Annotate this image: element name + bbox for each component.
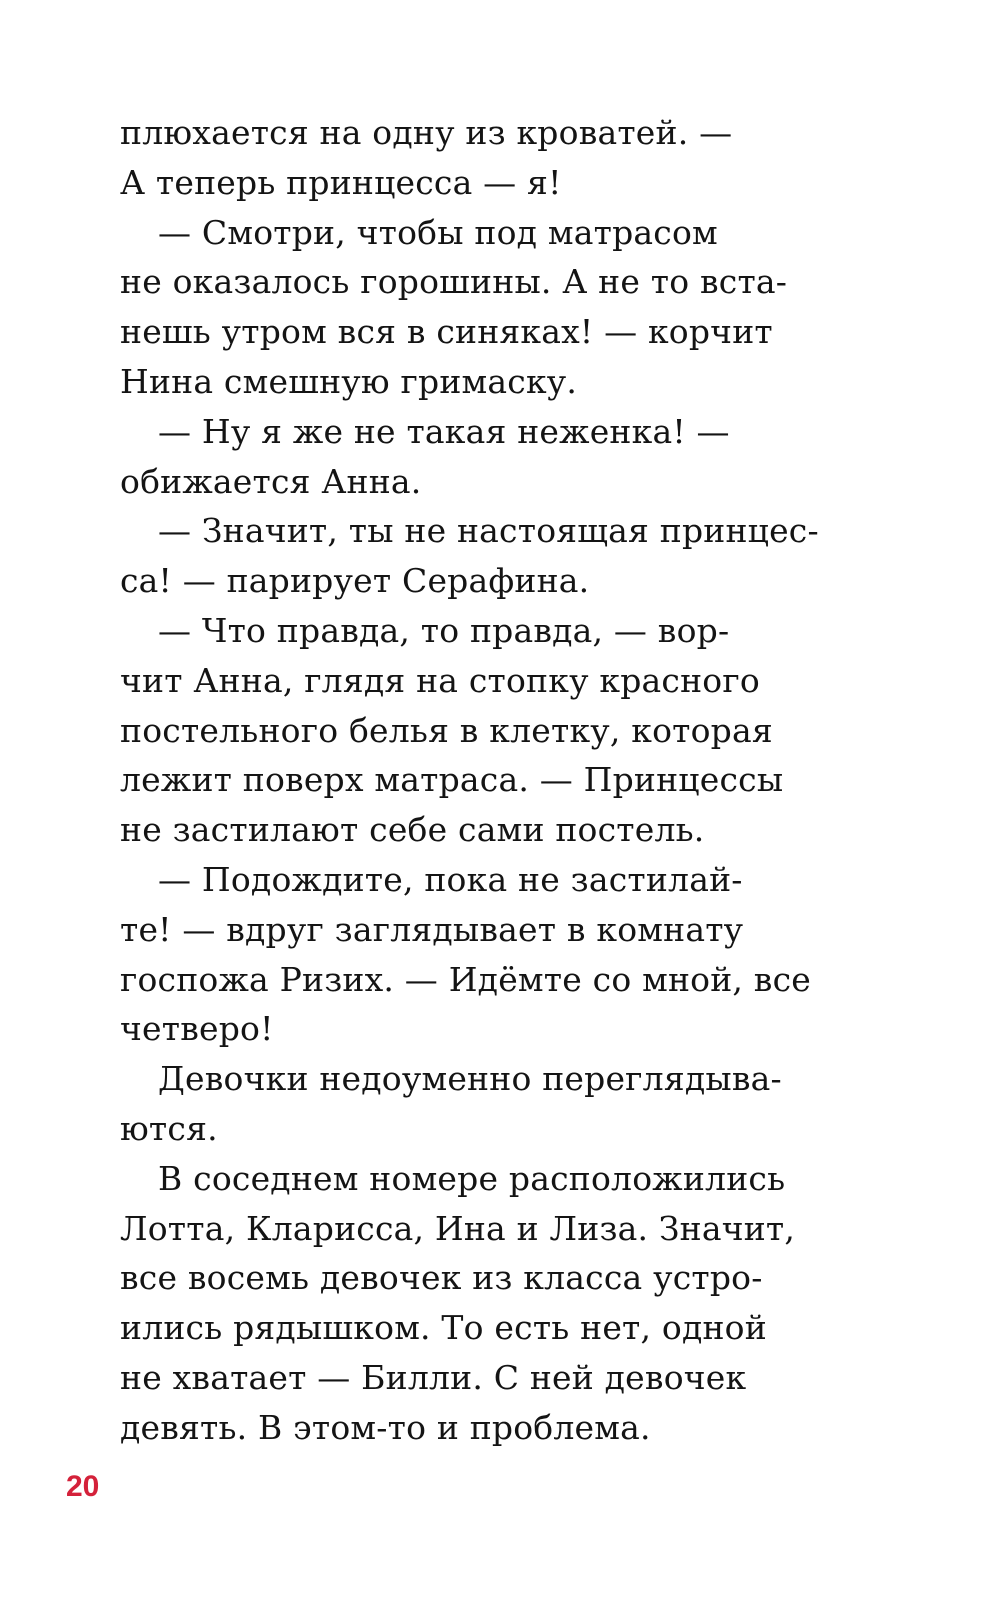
text-line: лежит поверх матраса. — Принцессы	[120, 760, 784, 800]
text-line: — Что правда, то правда, — вор-	[158, 610, 730, 650]
text-line: чит Анна, глядя на стопку красного	[120, 660, 760, 700]
text-line: не оказалось горошины. А не то вста-	[120, 262, 788, 302]
text-line: те! — вдруг заглядывает в комнату	[120, 909, 744, 949]
text-line: плюхается на одну из кроватей. —	[120, 113, 733, 152]
text-line: госпожа Ризих. — Идёмте со мной, все	[120, 959, 811, 999]
text-line: постельного белья в клетку, которая	[120, 710, 773, 750]
text-line: А теперь принцесса — я!	[120, 162, 562, 202]
text-line: — Подождите, пока не застилай-	[158, 859, 743, 899]
text-line: ются.	[120, 1108, 218, 1148]
text-line: Лотта, Кларисса, Ина и Лиза. Значит,	[120, 1208, 796, 1248]
body-text	[120, 108, 840, 1453]
text-line: обижается Анна.	[120, 461, 422, 501]
text-line: са! — парирует Серафина.	[120, 561, 590, 601]
text-line: — Смотри, чтобы под матрасом	[158, 212, 718, 252]
text-line: ились рядышком. То есть нет, одной	[120, 1308, 767, 1348]
text-line: Нина смешную гримаску.	[120, 361, 578, 401]
text-line: все восемь девочек из класса устро-	[120, 1258, 763, 1298]
page-number: 20	[66, 1470, 100, 1503]
text-line: В соседнем номере расположились	[158, 1158, 786, 1198]
text-line: четверо!	[120, 1009, 274, 1049]
text-line: — Значит, ты не настоящая принцес-	[158, 511, 819, 551]
text-line: не застилают себе сами постель.	[120, 810, 705, 850]
text-line: Девочки недоуменно переглядыва-	[158, 1059, 782, 1099]
text-line: не хватает — Билли. С ней девочек	[120, 1357, 747, 1397]
text-line: — Ну я же не такая неженка! —	[158, 411, 730, 451]
text-line: девять. В этом-то и проблема.	[120, 1407, 651, 1447]
text-line: нешь утром вся в синяках! — корчит	[120, 312, 773, 352]
